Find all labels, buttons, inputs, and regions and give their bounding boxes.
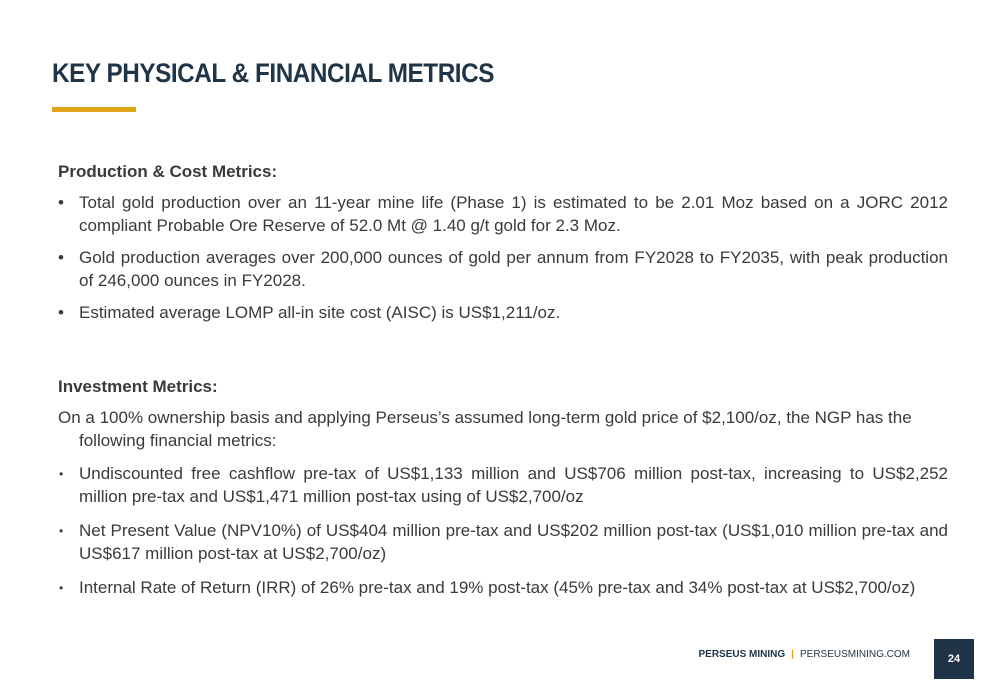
section-gap [58,333,948,375]
page-number: 24 [934,639,974,679]
investment-bullet: • Undiscounted free cashflow pre-tax of US$1,133 million and US$706 million post-tax, increasing to US$2,252 million pre-tax and US$1,471 million post-tax using of US$2,700/oz [58,462,948,508]
production-bullet: • Gold production averages over 200,000 ounces of gold per annum from FY2028 to FY2035, with peak production of 246,000 ounces in FY2028. [58,246,948,292]
footer-separator: | [791,649,794,660]
investment-bullet: • Net Present Value (NPV10%) of US$404 million pre-tax and US$202 million post-tax (US$1,010 million pre-tax and US$617 million post-tax at US$2,700/oz) [58,519,948,565]
title-underline-accent [52,107,136,112]
slide-content [58,160,948,610]
investment-heading: Investment Metrics: [58,377,218,396]
footer [698,649,910,660]
production-bullet: • Estimated average LOMP all-in site cost (AISC) is US$1,211/oz. [58,301,948,324]
footer-website: PERSEUSMINING.COM [799,649,910,660]
footer-brand: PERSEUS MINING [698,649,786,660]
slide-title: KEY PHYSICAL & FINANCIAL METRICS [52,58,494,88]
production-heading: Production & Cost Metrics: [58,162,278,181]
investment-bullet-list [58,462,948,599]
investment-intro: On a 100% ownership basis and applying Perseus’s assumed long-term gold price of $2,100/oz, the NGP has the following financial metrics: [58,408,912,450]
production-bullet-list [58,191,948,324]
investment-bullet: • Internal Rate of Return (IRR) of 26% pre-tax and 19% post-tax (45% pre-tax and 34% post-tax at US$2,700/oz) [58,576,948,599]
production-bullet: • Total gold production over an 11-year mine life (Phase 1) is estimated to be 2.01 Moz based on a JORC 2012 compliant Probable Ore Reserve of 52.0 Mt @ 1.40 g/t gold for 2.3 Moz. [58,191,948,237]
